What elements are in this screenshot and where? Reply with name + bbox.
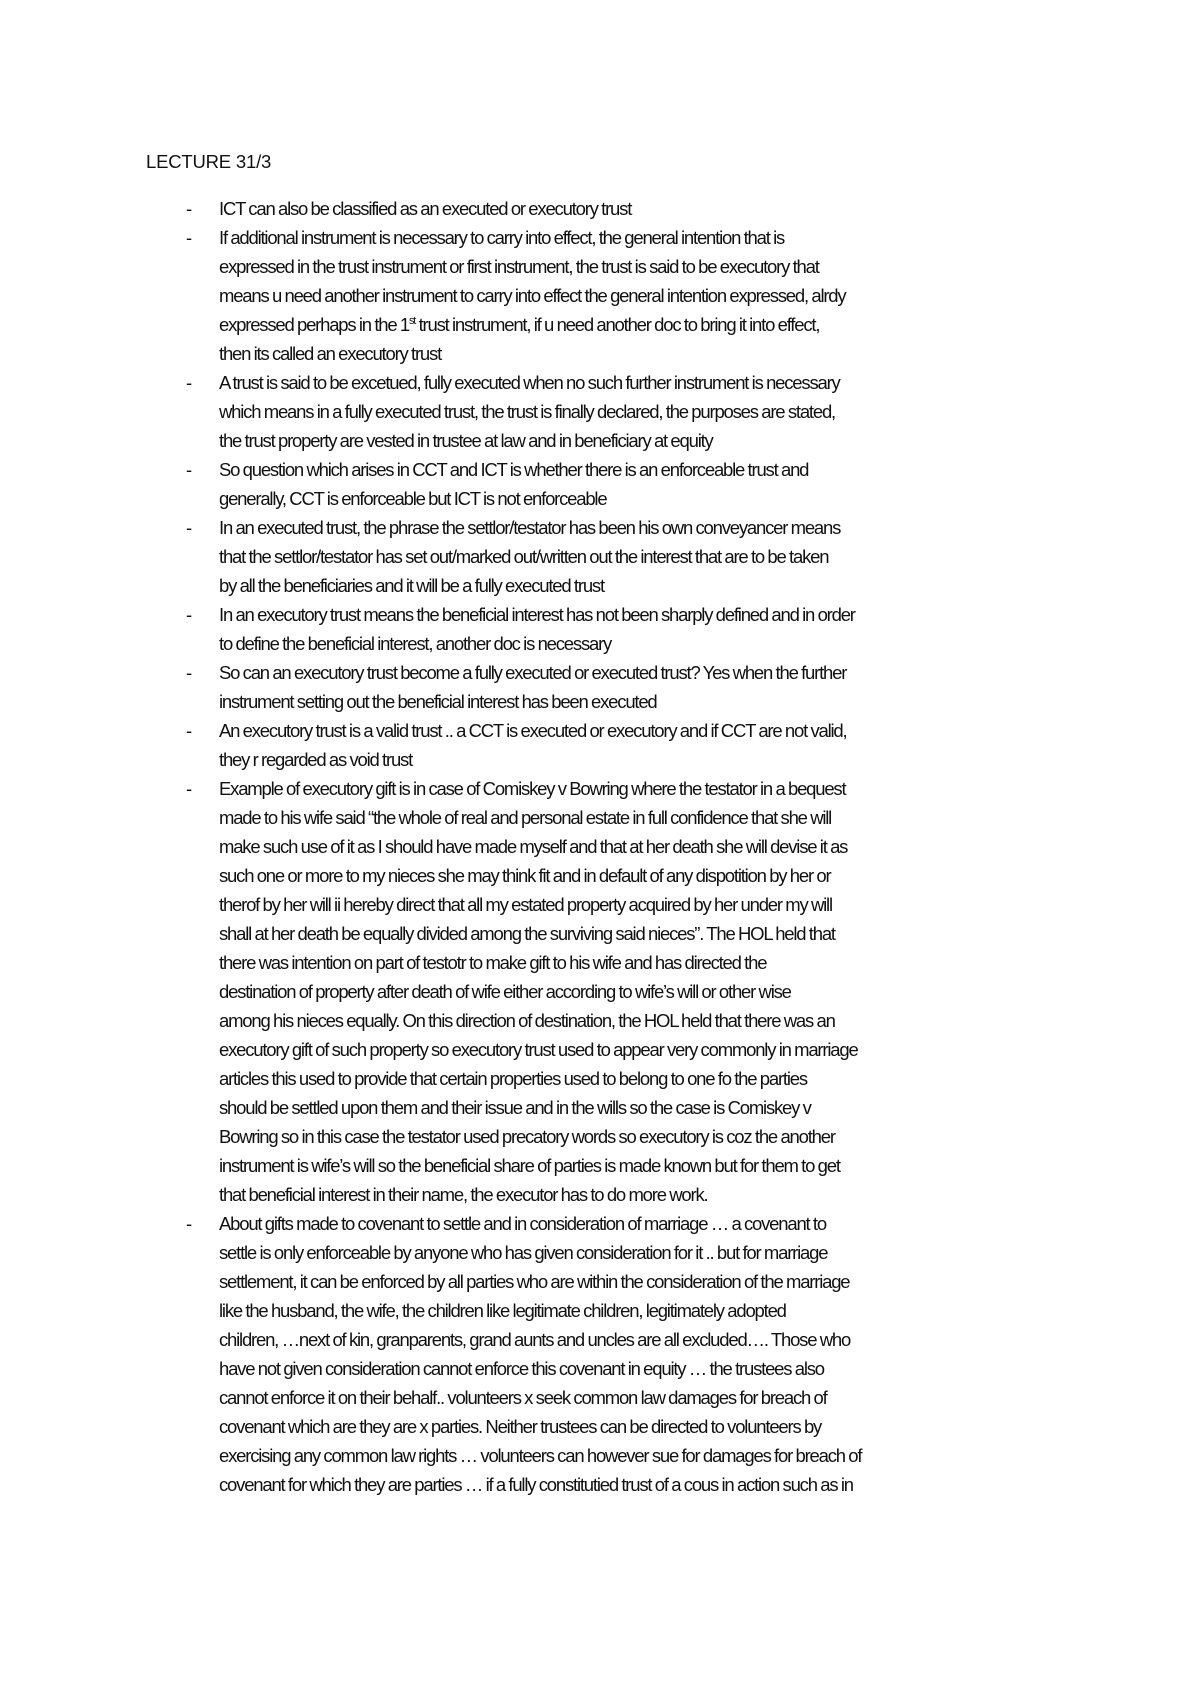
bullet-text-line: have not given consideration cannot enforce this covenant in equity … the trustees also [219, 1358, 824, 1379]
bullet-text-line: that the settlor/testator has set out/marked out/written out the interest that are to be taken [219, 546, 829, 567]
bullet-text-line: An executory trust is a valid trust .. a CCT is executed or executory and if CCT are not valid, [219, 720, 847, 741]
bullet-text-line: instrument setting out the beneficial interest has been executed [219, 691, 657, 712]
bullet-text-line: In an executory trust means the beneficial interest has not been sharply defined and in order [219, 604, 855, 625]
bullet-dash: - [186, 720, 193, 741]
bullet-text-line: should be settled upon them and their issue and in the wills so the case is Comiskey v [219, 1097, 811, 1118]
bullet-text-line: articles this used to provide that certain properties used to belong to one fo the parties [219, 1068, 807, 1089]
bullet-text-line: children, …next of kin, granparents, grand aunts and uncles are all excluded…. Those who [219, 1329, 851, 1350]
bullet-text-line: If additional instrument is necessary to carry into effect, the general intention that is [219, 227, 785, 248]
line-text-after: trust instrument, if u need another doc to bring it into effect, [415, 314, 820, 335]
bullet-text-line: destination of property after death of wife either according to wife’s will or other wise [219, 981, 791, 1002]
line-text-before: expressed perhaps in the 1 [219, 314, 409, 335]
bullet-text-line: which means in a fully executed trust, the trust is finally declared, the purposes are stated, [219, 401, 835, 422]
bullet-text-line: therof by her will ii hereby direct that all my estated property acquired by her under my will [219, 894, 832, 915]
bullet-item [0, 600, 1200, 658]
bullet-text-line: such one or more to my nieces she may think fit and in default of any dispotition by her or [219, 865, 831, 886]
bullet-text-line: exercising any common law rights … volunteers can however sue for damages for breach of [219, 1445, 862, 1466]
bullet-item [0, 716, 1200, 774]
bullet-text-line: they r regarded as void trust [219, 749, 413, 770]
bullet-item [0, 368, 1200, 455]
bullet-text-line: Bowring so in this case the testator used precatory words so executory is coz the another [219, 1126, 835, 1147]
bullet-text-line: that beneficial interest in their name, the executor has to do more work. [219, 1184, 708, 1205]
bullet-text-line: to define the beneficial interest, another doc is necessary [219, 633, 612, 654]
bullet-dash: - [186, 604, 193, 625]
bullet-dash: - [186, 517, 193, 538]
bullet-dash: - [186, 459, 193, 480]
bullet-dash: - [186, 662, 193, 683]
bullet-text-line: settle is only enforceable by anyone who has given consideration for it .. but for marriage [219, 1242, 828, 1263]
bullet-text-line: About gifts made to covenant to settle and in consideration of marriage … a covenant to [219, 1213, 826, 1234]
bullet-dash: - [186, 372, 193, 393]
lecture-heading: LECTURE 31/3 [146, 151, 272, 172]
bullet-item [0, 194, 1200, 223]
bullet-text-line: covenant which are they are x parties. Neither trustees can be directed to volunteers by [219, 1416, 822, 1437]
ordinal-superscript: st [408, 315, 416, 327]
bullet-item [0, 658, 1200, 716]
bullet-text-line: like the husband, the wife, the children like legitimate children, legitimately adopted [219, 1300, 786, 1321]
bullet-text-line: by all the beneficiaries and it will be a fully executed trust [219, 575, 604, 596]
bullet-text-line: make such use of it as I should have made myself and that at her death she will devise it as [219, 836, 848, 857]
bullet-dash: - [186, 227, 193, 248]
bullet-text-line: shall at her death be equally divided among the surviving said nieces”. The HOL held that [219, 923, 835, 944]
bullet-dash: - [186, 778, 193, 799]
bullet-text-line: cannot enforce it on their behalf.. volunteers x seek common law damages for breach of [219, 1387, 827, 1408]
bullet-item [0, 223, 1200, 368]
bullet-dash: - [186, 198, 193, 219]
bullet-text-line: expressed in the trust instrument or first instrument, the trust is said to be executory that [219, 256, 819, 277]
bullet-item [0, 513, 1200, 600]
bullet-text-line: A trust is said to be excetued, fully executed when no such further instrument is necessary [219, 372, 840, 393]
bullet-dash: - [186, 1213, 193, 1234]
bullet-text-line: In an executed trust, the phrase the settlor/testator has been his own conveyancer means [219, 517, 841, 538]
bullet-text-line: among his nieces equally. On this direction of destination, the HOL held that there was an [219, 1010, 835, 1031]
bullet-item [0, 774, 1200, 1209]
bullet-text-line: settlement, it can be enforced by all parties who are within the consideration of the marriage [219, 1271, 850, 1292]
bullet-text-line: generally, CCT is enforceable but ICT is not enforceable [219, 488, 607, 509]
bullet-item [0, 1209, 1200, 1499]
bullet-text-line: instrument is wife’s will so the beneficial share of parties is made known but for them to get [219, 1155, 840, 1176]
bullet-item [0, 455, 1200, 513]
bullet-text-line: the trust property are vested in trustee at law and in beneficiary at equity [219, 430, 713, 451]
bullet-text-line: made to his wife said “the whole of real and personal estate in full confidence that she will [219, 807, 832, 828]
bullet-text-line: So can an executory trust become a fully executed or executed trust? Yes when the further [219, 662, 847, 683]
bullet-list [0, 194, 1200, 1499]
bullet-text-line: then its called an executory trust [219, 343, 442, 364]
bullet-text-line: So question which arises in CCT and ICT is whether there is an enforceable trust and [219, 459, 809, 480]
bullet-text-line: there was intention on part of testotr to make gift to his wife and has directed the [219, 952, 767, 973]
bullet-text-line [219, 310, 1200, 339]
bullet-text-line: Example of executory gift is in case of Comiskey v Bowring where the testator in a bequest [219, 778, 846, 799]
bullet-text-line: means u need another instrument to carry into effect the general intention expressed, alrdy [219, 285, 846, 306]
bullet-text-line: covenant for which they are parties … if a fully constitutied trust of a cous in action such as in [219, 1474, 853, 1495]
bullet-text-line: ICT can also be classified as an executed or executory trust [219, 198, 632, 219]
bullet-text-line: executory gift of such property so executory trust used to appear very commonly in marriage [219, 1039, 858, 1060]
